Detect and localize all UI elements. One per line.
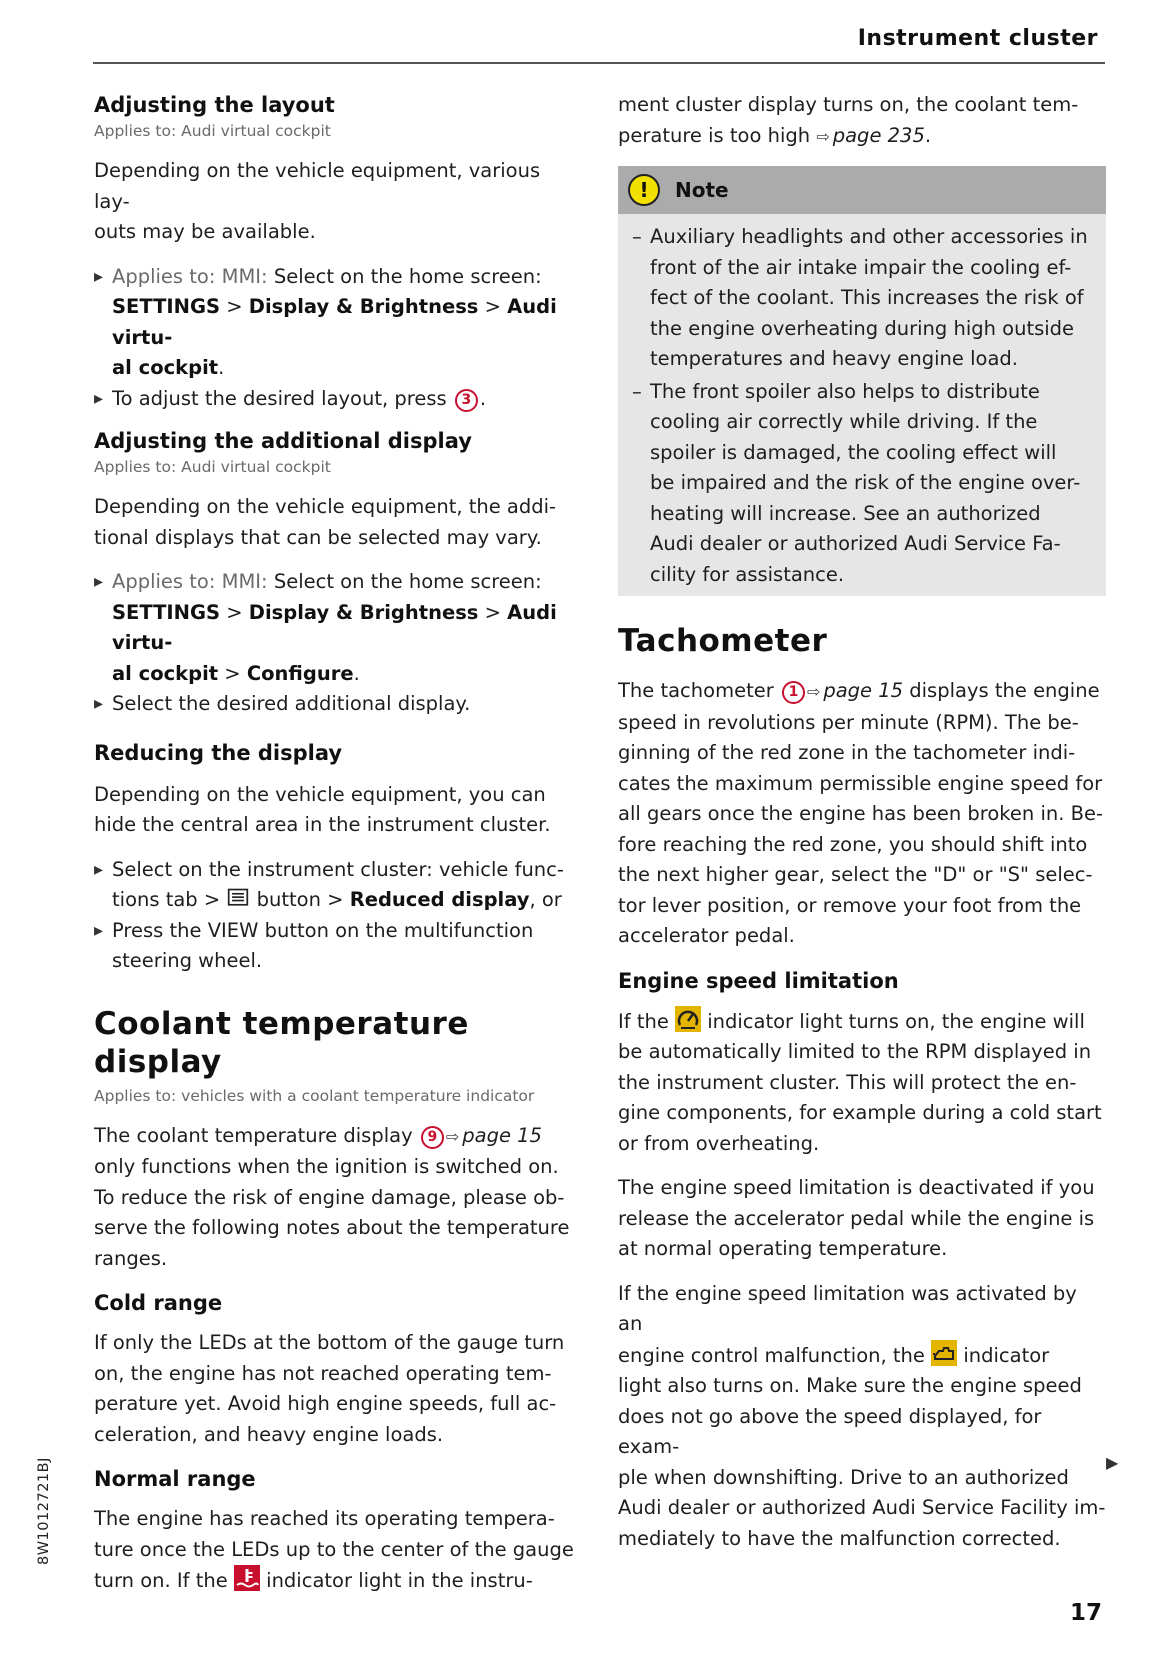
continue-arrow-icon: ▶ (1106, 1453, 1119, 1472)
paragraph: The engine speed limitation is deactivated if you release the accelerator pedal while the engine is at normal operating temperature. (618, 1176, 1095, 1260)
note-box (618, 166, 1106, 596)
heading-adjusting-layout: Adjusting the layout (94, 93, 335, 117)
heading-reducing-display: Reducing the display (94, 740, 343, 765)
heading-tachometer: Tachometer (618, 623, 828, 659)
header-title: Instrument cluster (857, 26, 1098, 51)
paragraph: The engine has reached its operating tempera- ture once the LEDs up to the center of the gauge turn on. If the indicator light in the instru- (94, 1507, 574, 1592)
note-item: – Auxiliary headlights and other accessories in front of the air intake impair the cooling ef- fect of the coolant. This increases the risk of the engine overheating during high outside temperatures and heavy engine load. (632, 222, 1096, 375)
page-arrow-icon: ⇨ (816, 126, 830, 146)
step-item: ▸ Select on the instrument cluster: vehicle func- tions tab > button > Reduced display, or (94, 855, 574, 916)
section-cold-range (94, 1288, 574, 1450)
callout-number: 3 (455, 389, 478, 412)
heading-coolant-temperature: Coolant temperature display (94, 1005, 469, 1080)
paragraph: Depending on the vehicle equipment, various lay- outs may be available. (94, 159, 541, 243)
note-item: – The front spoiler also helps to distribute cooling air correctly while driving. If the spoiler is damaged, the cooling effect will be impaired and the risk of the engine over- heating will increase. See an authorized Audi dealer or authorized Audi Service Fa- cility for assistance. (632, 377, 1096, 591)
heading-engine-speed-limitation: Engine speed limitation (618, 968, 899, 993)
left-column (94, 90, 574, 1611)
paragraph: If the indicator light turns on, the engine will be automatically limited to the RPM displayed in the instrument cluster. This will protect the en- gine components, for example during a cold start or from overheating. (618, 1006, 1106, 1160)
page-number: 17 (1069, 1600, 1102, 1626)
paragraph: Depending on the vehicle equipment, the addi- tional displays that can be selected may vary. (94, 495, 557, 549)
header-divider (93, 62, 1105, 64)
paragraph: Depending on the vehicle equipment, you can hide the central area in the instrument cluster. (94, 782, 551, 836)
applies-to-note: Applies to: vehicles with a coolant temperature indicator (94, 1086, 535, 1105)
note-body (618, 214, 1106, 596)
paragraph: ment cluster display turns on, the coolant tem- perature is too high ⇨ page 235. (618, 93, 1079, 147)
heading-cold-range: Cold range (94, 1291, 223, 1315)
paragraph: If the engine speed limitation was activated by an engine control malfunction, the indicator light also turns on. Make sure the engine speed does not go above the speed displayed, for exam- ple when downshifting. Drive to an authorized Audi dealer or authorized Audi Service Facility im- mediately to have the malfunction corrected. (618, 1281, 1106, 1550)
applies-to-note: Applies to: Audi virtual cockpit (94, 458, 331, 476)
page-reference[interactable]: page 235 (832, 123, 925, 147)
paragraph: If only the LEDs at the bottom of the gauge turn on, the engine has not reached operating tem- perature yet. Avoid high engine speeds, full ac- celeration, and heavy engine loads. (94, 1331, 565, 1446)
engine-malfunction-icon (931, 1340, 957, 1366)
step-item: ▸ Press the VIEW button on the multifunction steering wheel. (94, 916, 574, 977)
heading-additional-display: Adjusting the additional display (94, 429, 472, 453)
callout-number: 9 (421, 1126, 444, 1149)
page-reference[interactable]: page 15 (823, 679, 904, 702)
section-additional-display (94, 426, 574, 720)
coolant-temp-icon (234, 1565, 260, 1591)
note-header (618, 166, 1106, 214)
step-list (94, 262, 574, 415)
heading-normal-range: Normal range (94, 1467, 256, 1491)
applies-to-note: Applies to: Audi virtual cockpit (94, 122, 331, 140)
step-item: ▸ Applies to: MMI: Select on the home screen: SETTINGS > Display & Brightness > Audi virtu- al cockpit > Configure. (94, 567, 574, 689)
section-reducing-display (94, 738, 574, 977)
section-coolant-temperature (94, 1005, 574, 1275)
paragraph: The coolant temperature display 9 ⇨ page 15 only functions when the ignition is switched on. To reduce the risk of engine damage, please ob- serve the following notes about the temperature ranges. (94, 1123, 570, 1270)
page-arrow-icon: ⇨ (445, 1126, 460, 1146)
step-list (94, 567, 574, 720)
callout-number: 1 (782, 681, 805, 704)
right-column (618, 90, 1106, 1568)
step-item: ▸ Applies to: MMI: Select on the home screen: SETTINGS > Display & Brightness > Audi virtu- al cockpit. (94, 262, 574, 384)
step-list (94, 855, 574, 977)
section-adjusting-layout (94, 90, 574, 414)
document-code: 8W1012721BJ (36, 1457, 52, 1565)
page-reference[interactable]: page 15 (462, 1123, 542, 1147)
paragraph: The tachometer 1 ⇨ page 15 displays the engine speed in revolutions per minute (RPM). The be- ginning of the red zone in the tachometer indi- cates the maximum permissible engine speed for all gears once the engine has been broken in. Be- fore reaching the red zone, you should shift into the next higher gear, select the "D" or "S" selec- tor lever position, or remove your foot from the accelerator pedal. (618, 679, 1104, 947)
step-item: ▸ Select the desired additional display. (94, 689, 574, 720)
exclamation-icon: ! (628, 174, 660, 206)
section-engine-speed-limitation (618, 966, 1106, 1555)
menu-list-icon (226, 887, 250, 909)
section-normal-range (94, 1464, 574, 1597)
rpm-limit-icon (675, 1006, 701, 1032)
note-label: Note (675, 178, 729, 202)
section-tachometer (618, 622, 1106, 952)
step-item: ▸ To adjust the desired layout, press 3 . (94, 384, 574, 415)
page-arrow-icon: ⇨ (806, 682, 821, 701)
